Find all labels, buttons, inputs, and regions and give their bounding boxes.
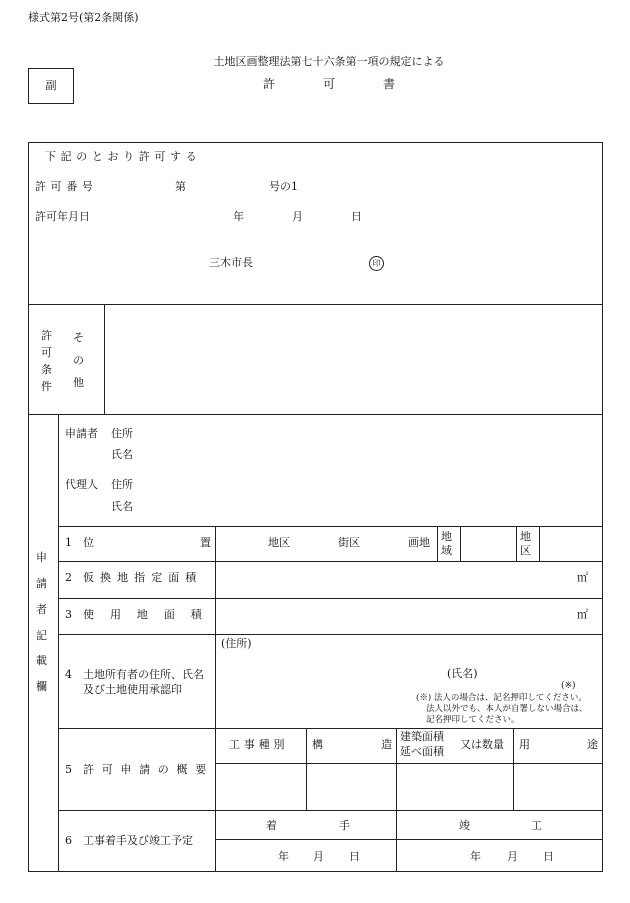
doc-title-1: 許 (263, 77, 276, 91)
mayor-name: 三木市長 (209, 256, 253, 269)
label-column-divider (215, 526, 216, 872)
divider-conditions (29, 414, 602, 415)
r6-end-a: 竣 (459, 819, 470, 832)
doc-title-2: 可 (323, 77, 336, 91)
copy-mark-box (28, 68, 74, 104)
cond-char-4: 件 (41, 380, 52, 394)
applicant-section-label (36, 545, 47, 700)
r1-div-c (516, 526, 517, 561)
r5-col-area-2: 延べ面積 (400, 745, 444, 758)
r4-number: 4 (65, 668, 72, 681)
appl-char-2: 請 (36, 576, 47, 590)
permit-date-month: 月 (292, 210, 303, 223)
r6-end-b: 工 (531, 819, 542, 832)
r3-label: 使用地面積 (83, 608, 218, 621)
applicant-name-label: 氏名 (111, 448, 133, 461)
r5-col-struct-a: 構 (312, 738, 323, 751)
permit-number-dai: 第 (175, 180, 186, 193)
applicant-address-label: 住所 (111, 427, 133, 440)
cond-char-1: 許 (41, 329, 52, 342)
r4-name: (氏名) (447, 667, 478, 680)
permit-intro: 下記のとおり許可する (45, 150, 202, 163)
permit-number-suffix: 号の1 (269, 180, 298, 193)
r6-number: 6 (65, 834, 72, 847)
cond-char-2: 可 (41, 346, 52, 360)
divider-row3 (58, 598, 602, 599)
appl-char-5: 載 (36, 654, 47, 668)
divider-row5-header (215, 763, 602, 764)
r1-area-char-2: 域 (441, 543, 452, 557)
r5-col-use-b: 途 (587, 738, 598, 751)
appl-char-4: 記 (36, 628, 47, 642)
cond-other-3: 他 (73, 376, 84, 390)
r5-number: 5 (65, 763, 72, 776)
r4-note-mark: (※) (561, 681, 576, 691)
seal-icon: 印 (369, 256, 384, 271)
r2-label: 仮換地指定面積 (83, 571, 203, 584)
applicant-label: 申請者 (65, 427, 98, 440)
divider-row4 (58, 634, 602, 635)
agent-name-label: 氏名 (111, 500, 133, 513)
applicant-label-divider (58, 414, 59, 872)
r4-label-2: 及び土地使用承認印 (83, 683, 182, 696)
r4-note-line-1: (※) 法人の場合は、記名押印してください。 (416, 693, 587, 703)
r6-start-month: 月 (313, 850, 324, 863)
r1-number: 1 (65, 536, 72, 549)
permit-number-label: 許可番号 (35, 180, 98, 193)
r5-col-use-a: 用 (519, 738, 530, 751)
divider-row5 (58, 728, 602, 729)
r1-div-d (539, 526, 540, 561)
r6-start-a: 着 (266, 819, 277, 832)
form-number-label: 様式第2号(第2条関係) (28, 11, 139, 24)
permit-date-year: 年 (233, 210, 244, 223)
r5-div-a (306, 728, 307, 810)
r1-div-b (460, 526, 461, 561)
r1-label-b: 置 (200, 536, 211, 549)
doc-title-3: 書 (383, 77, 396, 91)
r6-end-month: 月 (507, 850, 518, 863)
cond-other-1: そ (73, 331, 84, 344)
r6-label: 工事着手及び竣工予定 (83, 834, 193, 847)
cond-char-3: 条 (41, 363, 52, 377)
divider-permit (29, 304, 602, 305)
r4-note-line-2: 法人以外でも、本人が自署しない場合は、 (426, 704, 588, 714)
r2-unit: ㎡ (577, 571, 588, 584)
r5-div-c (513, 728, 514, 810)
divider-row6-header (215, 839, 602, 840)
r5-label: 許可申請の概要 (83, 763, 214, 776)
r5-col-qty: 又は数量 (460, 738, 504, 751)
conditions-label-col1 (41, 327, 52, 395)
r4-note-line-3: 記名押印してください。 (426, 715, 520, 725)
r6-end-day: 日 (543, 850, 554, 863)
permit-form-table (28, 142, 603, 872)
r6-start-day: 日 (349, 850, 360, 863)
r1-area-char-1: 地 (441, 530, 452, 543)
r5-col-kind: 工事種別 (229, 738, 289, 751)
appl-char-3: 者 (36, 602, 47, 616)
divider-row1 (58, 526, 602, 527)
r1-area-label (441, 530, 452, 558)
divider-row2 (58, 561, 602, 562)
r4-address: (住所) (221, 637, 252, 650)
divider-row6 (58, 810, 602, 811)
r1-lot: 画地 (408, 536, 430, 549)
permit-date-label: 許可年月日 (35, 210, 90, 223)
conditions-label-divider (104, 304, 105, 414)
r5-div-b (396, 728, 397, 872)
r6-start-year: 年 (278, 850, 289, 863)
r6-start-b: 手 (339, 819, 350, 832)
r1-district2-char-2: 区 (520, 543, 531, 557)
r5-col-struct-b: 造 (381, 738, 392, 751)
r1-label-a: 位 (83, 536, 94, 549)
r1-district2-char-1: 地 (520, 530, 531, 543)
appl-char-1: 申 (36, 551, 47, 564)
cond-other-2: の (73, 353, 84, 367)
r4-label-1: 土地所有者の住所、氏名 (83, 668, 204, 681)
law-title: 土地区画整理法第七十六条第一項の規定による (213, 55, 445, 68)
permit-date-day: 日 (351, 210, 362, 223)
r3-unit: ㎡ (577, 608, 588, 621)
r3-number: 3 (65, 608, 72, 621)
r2-number: 2 (65, 571, 72, 584)
r6-end-year: 年 (470, 850, 481, 863)
r1-district: 地区 (268, 536, 290, 549)
r1-district2-label (520, 530, 531, 558)
copy-mark: 副 (45, 78, 57, 92)
r5-col-area-1: 建築面積 (400, 730, 444, 743)
r1-block: 街区 (338, 536, 360, 549)
conditions-label-col2 (73, 327, 84, 395)
appl-char-6: 欄 (36, 680, 47, 694)
r1-div-a (437, 526, 438, 561)
agent-label: 代理人 (65, 478, 98, 491)
agent-address-label: 住所 (111, 478, 133, 491)
